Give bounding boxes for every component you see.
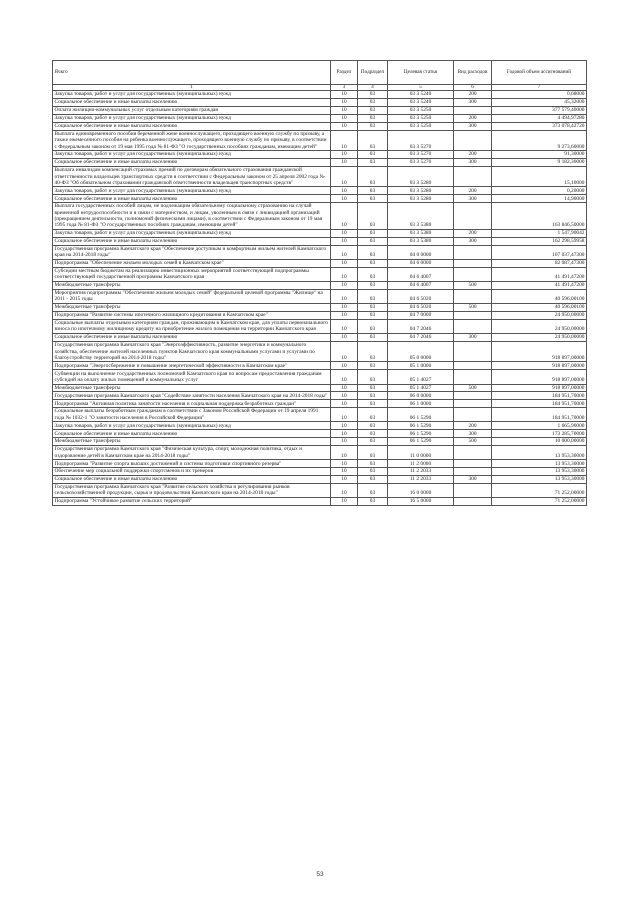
row-amount: 184 951,70000 <box>492 408 587 422</box>
row-section: 10 <box>331 498 358 506</box>
row-section: 10 <box>331 159 358 167</box>
row-name: Выплата государственных пособий лицам, не подлежащим обязательному социальному страхованию на случай временной нетрудоспособности и в связи с материнством, и лицам, уволенным в связи с ликвидацией организаций (прекращением деятельности, полномочий физическими лицами), в соответствии с Федеральным законом от 19 мая 1995 года № 81-ФЗ "О государственных пособиях гражданам, имеющим детей" <box>53 203 331 230</box>
table-row <box>53 446 587 460</box>
row-target: 03 3 5380 <box>388 237 454 245</box>
row-name: Закупка товаров, работ и услуг для государственных (муниципальных) нужд <box>53 91 331 99</box>
row-amount: 40 596,00100 <box>492 304 587 312</box>
row-section: 10 <box>331 187 358 195</box>
row-subsection: 03 <box>358 130 388 150</box>
row-subsection: 03 <box>358 370 388 384</box>
row-name: Подпрограмма "Активная политика занятости населения и социальная поддержка безработных граждан" <box>53 400 331 408</box>
col-number: 3 <box>331 84 358 91</box>
table-row <box>53 106 587 114</box>
row-subsection: 03 <box>358 438 388 446</box>
row-amount: 163 846,50000 <box>492 203 587 230</box>
row-section: 10 <box>331 460 358 468</box>
table-row <box>53 460 587 468</box>
row-name: Межбюджетные трансферты <box>53 304 331 312</box>
table-row <box>53 114 587 122</box>
row-target: 05 1 0000 <box>388 362 454 370</box>
table-row <box>53 267 587 281</box>
header-name: Ячкго <box>53 61 331 85</box>
row-amount: 13 953,30000 <box>492 476 587 484</box>
row-amount: 15,10000 <box>492 166 587 186</box>
row-section: 10 <box>331 319 358 333</box>
row-target: 03 3 5280 <box>388 166 454 186</box>
row-target: 06 1 5290 <box>388 430 454 438</box>
row-amount: 40 596,00100 <box>492 289 587 303</box>
column-number-row <box>53 84 587 91</box>
row-name: Закупка товаров, работ и услуг для государственных (муниципальных) нужд <box>53 114 331 122</box>
row-amount: 918 897,00000 <box>492 370 587 384</box>
row-amount: 10 000,00000 <box>492 438 587 446</box>
header-exptype: Вид расходов <box>454 61 492 85</box>
row-amount: 9 182,30000 <box>492 159 587 167</box>
row-section: 10 <box>331 341 358 361</box>
row-name: Государственная программа Камчатского края "Содействие занятости населения Камчатского края на 2014-2018 годы" <box>53 392 331 400</box>
row-name: Закупка товаров, работ и услуг для государственных (муниципальных) нужд <box>53 151 331 159</box>
row-name: Мероприятия подпрограммы "Обеспечение жильем молодых семей" федеральной целевой программы "Жилище" на 2011 - 2015 годы <box>53 289 331 303</box>
row-subsection: 03 <box>358 166 388 186</box>
row-subsection: 03 <box>358 341 388 361</box>
row-amount: 373 078,42720 <box>492 122 587 130</box>
row-amount: 41 491,47200 <box>492 267 587 281</box>
row-exptype <box>454 166 492 186</box>
row-target: 03 3 5270 <box>388 130 454 150</box>
row-section: 10 <box>331 408 358 422</box>
row-target: 04 7 2046 <box>388 319 454 333</box>
row-target: 16 0 0000 <box>388 483 454 497</box>
row-target: 04 7 2046 <box>388 334 454 342</box>
row-amount: 107 037,47300 <box>492 245 587 259</box>
row-target: 05 1 4027 <box>388 370 454 384</box>
row-target: 03 3 5250 <box>388 106 454 114</box>
row-name: Государственная программа Камчатского края "Обеспечение доступным и комфортным жильем жителей Камчатского края на 2014-2018 годы" <box>53 245 331 259</box>
col-number: 7 <box>492 84 587 91</box>
table-row <box>53 245 587 259</box>
row-section: 10 <box>331 468 358 476</box>
budget-table <box>52 60 587 506</box>
row-section: 10 <box>331 130 358 150</box>
row-section: 10 <box>331 400 358 408</box>
row-name: Социальное обеспечение и иные выплаты населению <box>53 122 331 130</box>
row-section: 10 <box>331 195 358 203</box>
row-name: Социальное обеспечение и иные выплаты населению <box>53 237 331 245</box>
row-amount: 184 951,70000 <box>492 392 587 400</box>
table-row <box>53 130 587 150</box>
row-subsection: 03 <box>358 282 388 290</box>
table-row <box>53 438 587 446</box>
row-amount: 13 953,30000 <box>492 446 587 460</box>
row-exptype <box>454 498 492 506</box>
col-number: 6 <box>454 84 492 91</box>
row-section: 10 <box>331 430 358 438</box>
row-exptype: 200 <box>454 229 492 237</box>
row-exptype <box>454 259 492 267</box>
row-subsection: 03 <box>358 311 388 319</box>
row-exptype: 200 <box>454 114 492 122</box>
table-row <box>53 91 587 99</box>
row-target: 03 3 5380 <box>388 229 454 237</box>
row-section: 10 <box>331 384 358 392</box>
row-exptype: 200 <box>454 91 492 99</box>
row-subsection: 03 <box>358 408 388 422</box>
row-subsection: 03 <box>358 245 388 259</box>
row-exptype: 300 <box>454 430 492 438</box>
header-subsection: Подраздел <box>358 61 388 85</box>
col-number: 5 <box>388 84 454 91</box>
row-amount: 9 273,60000 <box>492 130 587 150</box>
row-name: Социальные выплаты безработным гражданам в соответствии с Законом Российской Федерации от 19 апреля 1991 года № 1032-1 "О занятости населения в Российской Федерации" <box>53 408 331 422</box>
row-section: 10 <box>331 304 358 312</box>
row-exptype <box>454 468 492 476</box>
row-exptype <box>454 319 492 333</box>
row-section: 10 <box>331 282 358 290</box>
row-target: 03 3 5280 <box>388 187 454 195</box>
row-subsection: 03 <box>358 159 388 167</box>
row-subsection: 03 <box>358 430 388 438</box>
row-exptype: 200 <box>454 422 492 430</box>
row-exptype: 300 <box>454 195 492 203</box>
row-target: 03 3 5270 <box>388 159 454 167</box>
row-target: 06 0 0000 <box>388 392 454 400</box>
row-name: Субвенции на выполнение государственных полномочий Камчатского края по вопросам предоставления гражданам субсидий на оплату жилых помещений и коммунальных услуг <box>53 370 331 384</box>
row-name: Социальное обеспечение и иные выплаты населению <box>53 99 331 107</box>
row-amount: 1 547,90042 <box>492 229 587 237</box>
row-subsection: 03 <box>358 468 388 476</box>
row-amount: 24 950,00000 <box>492 334 587 342</box>
table-row <box>53 476 587 484</box>
row-subsection: 03 <box>358 203 388 230</box>
row-target: 03 3 5250 <box>388 122 454 130</box>
row-section: 10 <box>331 122 358 130</box>
row-exptype <box>454 483 492 497</box>
row-name: Закупка товаров, работ и услуг для государственных (муниципальных) нужд <box>53 422 331 430</box>
row-amount: 13 953,30000 <box>492 468 587 476</box>
table-row <box>53 334 587 342</box>
row-exptype <box>454 408 492 422</box>
row-exptype <box>454 446 492 460</box>
row-exptype: 200 <box>454 151 492 159</box>
row-target: 06 1 0000 <box>388 400 454 408</box>
table-row <box>53 370 587 384</box>
row-amount: 918 897,00000 <box>492 384 587 392</box>
row-subsection: 03 <box>358 460 388 468</box>
row-target: 03 3 5280 <box>388 195 454 203</box>
row-section: 10 <box>331 151 358 159</box>
table-row <box>53 392 587 400</box>
row-target: 05 1 4027 <box>388 384 454 392</box>
row-name: Межбюджетные трансферты <box>53 384 331 392</box>
table-row <box>53 289 587 303</box>
row-section: 10 <box>331 311 358 319</box>
row-exptype: 300 <box>454 237 492 245</box>
row-exptype <box>454 370 492 384</box>
table-row <box>53 408 587 422</box>
row-subsection: 03 <box>358 446 388 460</box>
row-subsection: 03 <box>358 362 388 370</box>
table-row <box>53 483 587 497</box>
row-name: Социальное обеспечение и иные выплаты населению <box>53 334 331 342</box>
row-subsection: 03 <box>358 187 388 195</box>
table-row <box>53 384 587 392</box>
row-target: 16 5 0000 <box>388 498 454 506</box>
row-exptype: 300 <box>454 476 492 484</box>
row-name: Обеспечение мер социальной поддержки спортсменов и их тренеров <box>53 468 331 476</box>
row-name: Социальное обеспечение и иные выплаты населению <box>53 476 331 484</box>
row-section: 10 <box>331 106 358 114</box>
row-target: 04 7 0000 <box>388 311 454 319</box>
row-amount: 41 491,47200 <box>492 282 587 290</box>
row-section: 10 <box>331 334 358 342</box>
table-row <box>53 99 587 107</box>
row-target: 04 6 4007 <box>388 282 454 290</box>
row-subsection: 03 <box>358 319 388 333</box>
table-row <box>53 237 587 245</box>
row-exptype: 500 <box>454 304 492 312</box>
row-exptype <box>454 245 492 259</box>
row-subsection: 03 <box>358 195 388 203</box>
row-target: 11 2 2033 <box>388 468 454 476</box>
row-section: 10 <box>331 392 358 400</box>
row-amount: 0,68000 <box>492 91 587 99</box>
row-amount: 918 897,00000 <box>492 362 587 370</box>
col-number: 1 <box>53 84 331 91</box>
row-subsection: 03 <box>358 498 388 506</box>
row-section: 10 <box>331 237 358 245</box>
row-exptype <box>454 362 492 370</box>
row-target: 03 3 5250 <box>388 114 454 122</box>
row-target: 11 2 2033 <box>388 476 454 484</box>
row-subsection: 03 <box>358 384 388 392</box>
row-target: 06 1 5290 <box>388 408 454 422</box>
table-row <box>53 229 587 237</box>
row-subsection: 03 <box>358 334 388 342</box>
row-subsection: 03 <box>358 476 388 484</box>
row-name: Закупка товаров, работ и услуг для государственных (муниципальных) нужд <box>53 229 331 237</box>
row-amount: 162 298,59958 <box>492 237 587 245</box>
row-name: Социальное обеспечение и иные выплаты населению <box>53 159 331 167</box>
row-name: Закупка товаров, работ и услуг для государственных (муниципальных) нужд <box>53 187 331 195</box>
budget-body <box>53 91 587 506</box>
row-exptype <box>454 460 492 468</box>
table-row <box>53 400 587 408</box>
row-amount: 13 953,30000 <box>492 460 587 468</box>
row-subsection: 03 <box>358 229 388 237</box>
row-subsection: 03 <box>358 99 388 107</box>
row-exptype: 500 <box>454 384 492 392</box>
row-amount: 4 494,97280 <box>492 114 587 122</box>
row-exptype <box>454 106 492 114</box>
table-row <box>53 195 587 203</box>
row-name: Подпрограмма "Развитие системы ипотечного жилищного кредитования в Камчатском крае" <box>53 311 331 319</box>
table-row <box>53 468 587 476</box>
row-section: 10 <box>331 370 358 384</box>
row-subsection: 03 <box>358 289 388 303</box>
row-exptype: 300 <box>454 334 492 342</box>
row-name: Субсидии местным бюджетам на реализацию инвестиционных мероприятий соответствующей подпрограммы соответствующей государственной программы Камчатского края <box>53 267 331 281</box>
row-name: Выплата единовременного пособия беременной жене военнослужащего, проходящего военную службу по призыву, а также ежемесячного пособия на ребенка военнослужащего, проходящего военную службу по призыву, в соответствии с Федеральным законом от 19 мая 1995 года № 81-ФЗ "О государственных пособиях гражданам, имеющим детей" <box>53 130 331 150</box>
row-target: 04 6 0000 <box>388 259 454 267</box>
table-row <box>53 341 587 361</box>
row-section: 10 <box>331 245 358 259</box>
row-name: Подпрограмма "Развитие спорта высших достижений и системы подготовки спортивного резерва" <box>53 460 331 468</box>
row-target: 05 0 0000 <box>388 341 454 361</box>
row-section: 10 <box>331 91 358 99</box>
row-exptype: 500 <box>454 438 492 446</box>
row-name: Межбюджетные трансферты <box>53 282 331 290</box>
row-target: 06 1 5290 <box>388 438 454 446</box>
row-section: 10 <box>331 166 358 186</box>
row-amount: 71 252,00000 <box>492 483 587 497</box>
row-amount: 173 285,70000 <box>492 430 587 438</box>
row-exptype <box>454 289 492 303</box>
row-section: 10 <box>331 422 358 430</box>
table-row <box>53 362 587 370</box>
row-subsection: 03 <box>358 400 388 408</box>
row-section: 10 <box>331 483 358 497</box>
row-amount: 45,32000 <box>492 99 587 107</box>
row-subsection: 03 <box>358 91 388 99</box>
row-name: Оплата жилищно-коммунальных услуг отдельным категориям граждан <box>53 106 331 114</box>
row-exptype <box>454 400 492 408</box>
row-subsection: 03 <box>358 259 388 267</box>
row-amount: 24 950,00000 <box>492 319 587 333</box>
row-target: 03 3 5270 <box>388 151 454 159</box>
row-section: 10 <box>331 229 358 237</box>
row-target: 03 3 5240 <box>388 91 454 99</box>
row-exptype <box>454 341 492 361</box>
row-name: Государственная программа Камчатского края "Физическая культура, спорт, молодежная политика, отдых и оздоровление детей в Камчатском крае на 2014-2018 годы" <box>53 446 331 460</box>
row-section: 10 <box>331 259 358 267</box>
row-subsection: 03 <box>358 392 388 400</box>
row-exptype: 300 <box>454 159 492 167</box>
row-amount: 24 950,00000 <box>492 311 587 319</box>
row-exptype <box>454 267 492 281</box>
row-name: Государственная программа Камчатского края "Развитие сельского хозяйства и регулирования рынков сельскохозяйственной продукции, сырья и продовольствия Камчатского края на 2014-2018 годы" <box>53 483 331 497</box>
table-row <box>53 422 587 430</box>
row-target: 03 3 5380 <box>388 203 454 230</box>
row-section: 10 <box>331 267 358 281</box>
row-exptype: 200 <box>454 187 492 195</box>
row-name: Подпрограмма "Устойчивое развитие сельских территорий" <box>53 498 331 506</box>
row-section: 10 <box>331 289 358 303</box>
row-target: 04 0 0000 <box>388 245 454 259</box>
row-amount: 71 252,00000 <box>492 498 587 506</box>
row-name: Выплата инвалидам компенсаций страховых премий по договорам обязательного страхования гражданской ответственности владельцев транспортных средств в соответствии с Федеральным законом от 25 апреля 2002 года № 40-ФЗ "Об обязательном страховании гражданской ответственности владельцев транспортных средств" <box>53 166 331 186</box>
row-subsection: 03 <box>358 122 388 130</box>
row-amount: 184 951,70000 <box>492 400 587 408</box>
row-subsection: 03 <box>358 483 388 497</box>
row-name: Социальные выплаты отдельным категориям граждан, проживающим в Камчатском крае, для уплаты первоначального взноса по ипотечному жилищному кредиту на приобретение жилого помещения на территории Камчатского края <box>53 319 331 333</box>
row-amount: 918 897,00000 <box>492 341 587 361</box>
row-amount: 14,90000 <box>492 195 587 203</box>
row-subsection: 03 <box>358 304 388 312</box>
row-subsection: 03 <box>358 106 388 114</box>
row-name: Социальное обеспечение и иные выплаты населению <box>53 430 331 438</box>
row-target: 04 6 5020 <box>388 289 454 303</box>
row-target: 06 1 5290 <box>388 422 454 430</box>
row-target: 11 0 0000 <box>388 446 454 460</box>
row-target: 03 3 5240 <box>388 99 454 107</box>
row-amount: 82 087,47300 <box>492 259 587 267</box>
table-row <box>53 282 587 290</box>
row-subsection: 03 <box>358 237 388 245</box>
row-name: Межбюджетные трансферты <box>53 438 331 446</box>
row-section: 10 <box>331 438 358 446</box>
header-section: Раздел <box>331 61 358 85</box>
row-name: Социальное обеспечение и иные выплаты населению <box>53 195 331 203</box>
table-row <box>53 430 587 438</box>
row-exptype: 500 <box>454 282 492 290</box>
row-target: 11 2 0000 <box>388 460 454 468</box>
table-row <box>53 259 587 267</box>
row-subsection: 03 <box>358 267 388 281</box>
row-exptype <box>454 392 492 400</box>
table-row <box>53 304 587 312</box>
table-row <box>53 498 587 506</box>
row-exptype <box>454 130 492 150</box>
row-exptype <box>454 203 492 230</box>
header-target: Целевая статья <box>388 61 454 85</box>
row-target: 04 6 4007 <box>388 267 454 281</box>
row-section: 10 <box>331 99 358 107</box>
row-name: Подпрограмма "Обеспечение жильем молодых семей в Камчатском крае" <box>53 259 331 267</box>
page-number: 53 <box>316 871 324 878</box>
table-row <box>53 151 587 159</box>
row-amount: 377 579,40000 <box>492 106 587 114</box>
row-section: 10 <box>331 476 358 484</box>
col-number: 4 <box>358 84 388 91</box>
row-name: Государственная программа Камчатского края "Энергоэффективность, развитие энергетики и коммунального хозяйства, обеспечение жителей населенных пунктов Камчатского края коммунальными услугами и услугами по благоустройству территорий на 2014-2018 годы" <box>53 341 331 361</box>
row-amount: 91,30000 <box>492 151 587 159</box>
row-exptype <box>454 311 492 319</box>
row-section: 10 <box>331 446 358 460</box>
row-amount: 0,20000 <box>492 187 587 195</box>
row-section: 10 <box>331 362 358 370</box>
row-section: 10 <box>331 114 358 122</box>
budget-page <box>52 60 586 506</box>
table-row <box>53 187 587 195</box>
table-row <box>53 311 587 319</box>
row-subsection: 03 <box>358 114 388 122</box>
header-amount: Годовой объем ассигнований <box>492 61 587 85</box>
table-header-row <box>53 61 587 85</box>
row-target: 04 6 5020 <box>388 304 454 312</box>
row-amount: 1 665,90000 <box>492 422 587 430</box>
row-name: Подпрограмма "Энергосбережение и повышение энергетической эффективности в Камчатском крае" <box>53 362 331 370</box>
row-section: 10 <box>331 203 358 230</box>
row-subsection: 03 <box>358 151 388 159</box>
table-row <box>53 319 587 333</box>
table-row <box>53 203 587 230</box>
row-exptype: 300 <box>454 122 492 130</box>
table-row <box>53 159 587 167</box>
row-exptype: 300 <box>454 99 492 107</box>
row-subsection: 03 <box>358 422 388 430</box>
table-row <box>53 166 587 186</box>
table-row <box>53 122 587 130</box>
